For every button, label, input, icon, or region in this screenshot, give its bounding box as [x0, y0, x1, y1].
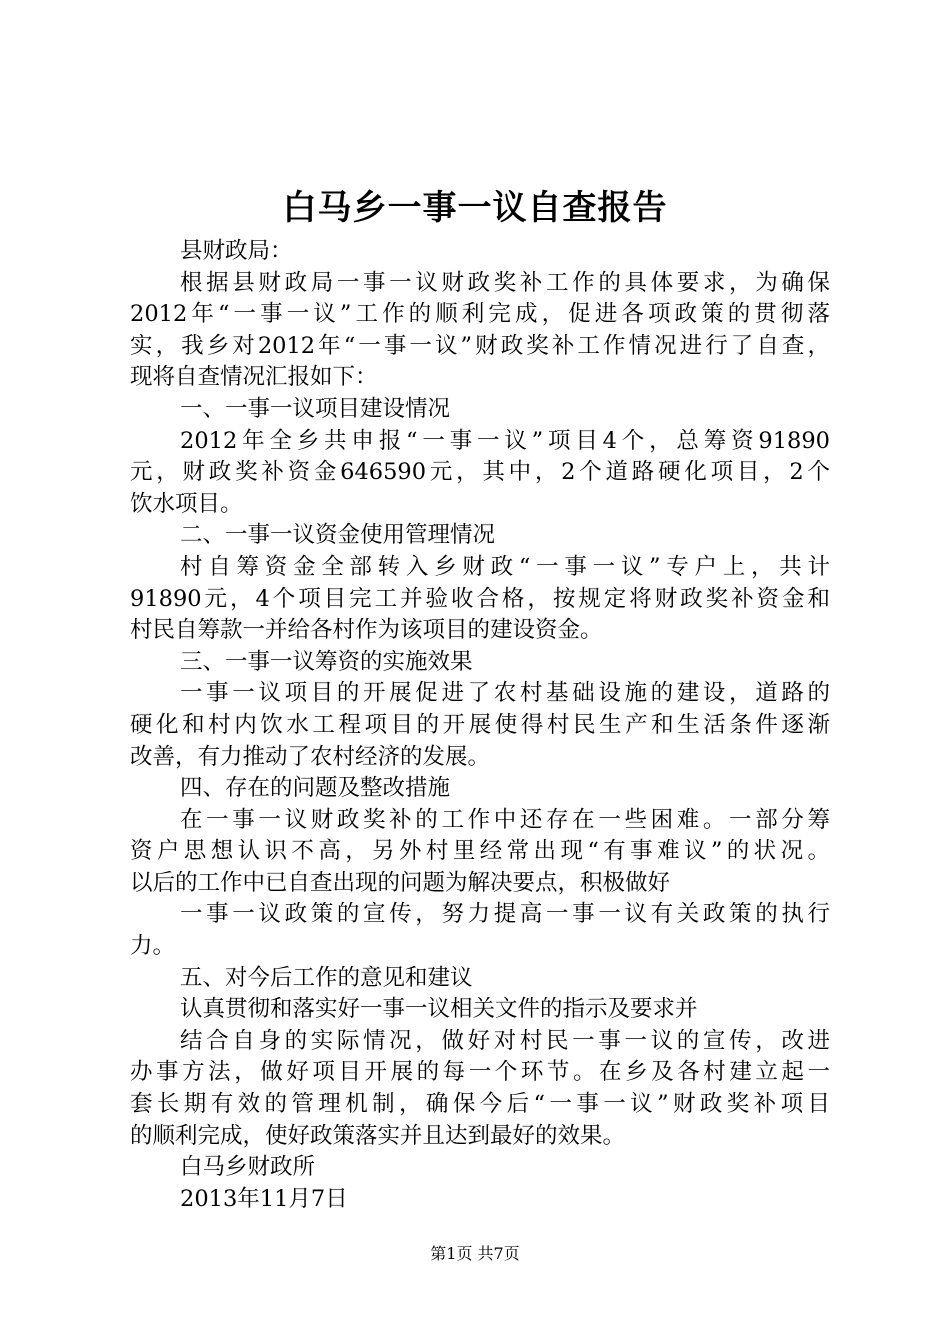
- section-heading: 二、一事一议资金使用管理情况: [180, 522, 496, 549]
- paragraph-line: 2012年“一事一议”工作的顺利完成，促进各项政策的贯彻落: [130, 301, 830, 328]
- salutation: 县财政局：: [180, 238, 293, 264]
- paragraph-line: 办事方法，做好项目开展的每一个环节。在乡及各村建立起一: [130, 1059, 830, 1086]
- page-number-footer: 第1页 共7页: [430, 1244, 520, 1263]
- paragraph-line: 在一事一议财政奖补的工作中还存在一些困难。一部分筹: [180, 806, 830, 833]
- paragraph-line: 硬化和村内饮水工程项目的开展使得村民生产和生活条件逐渐: [130, 711, 830, 738]
- paragraph-line: 以后的工作中已自查出现的问题为解决要点，积极做好: [130, 869, 671, 896]
- paragraph-line: 力。: [130, 933, 176, 960]
- paragraph-line: 现将自查情况汇报如下：: [130, 364, 378, 391]
- paragraph-line: 一事一议政策的宣传，努力提高一事一议有关政策的执行: [180, 901, 830, 928]
- section-heading: 三、一事一议筹资的实施效果: [180, 648, 473, 675]
- document-title: 白马乡一事一议自查报告: [282, 188, 668, 228]
- paragraph-line: 套长期有效的管理机制，确保今后“一事一议”财政奖补项目: [130, 1091, 830, 1118]
- signature-org: 白马乡财政所: [180, 1154, 316, 1181]
- paragraph-line: 实，我乡对2012年“一事一议”财政奖补工作情况进行了自查，: [130, 332, 830, 359]
- paragraph-line: 根据县财政局一事一议财政奖补工作的具体要求，为确保: [180, 269, 830, 296]
- section-heading: 五、对今后工作的意见和建议: [180, 964, 473, 991]
- paragraph-line: 资户思想认识不高，另外村里经常出现“有事难议”的状况。: [130, 838, 830, 865]
- paragraph-line: 元，财政奖补资金646590元，其中，2个道路硬化项目，2个: [130, 459, 830, 486]
- paragraph-line: 的顺利完成，使好政策落实并且达到最好的效果。: [130, 1122, 626, 1149]
- paragraph-line: 认真贯彻和落实好一事一议相关文件的指示及要求并: [180, 996, 698, 1023]
- paragraph-line: 村民自筹款一并给各村作为该项目的建设资金。: [130, 617, 603, 644]
- paragraph-line: 91890元，4个项目完工并验收合格，按规定将财政奖补资金和: [130, 585, 830, 612]
- section-heading: 一、一事一议项目建设情况: [180, 395, 451, 422]
- paragraph-line: 2012年全乡共申报“一事一议”项目4个，总筹资91890: [180, 427, 830, 454]
- paragraph-line: 饮水项目。: [130, 490, 243, 517]
- document-body: [130, 236, 830, 1215]
- signature-date: 2013年11月7日: [180, 1185, 348, 1212]
- paragraph-line: 结合自身的实际情况，做好对村民一事一议的宣传，改进: [180, 1027, 830, 1054]
- paragraph-line: 村自筹资金全部转入乡财政“一事一议”专户上，共计: [180, 553, 830, 580]
- paragraph-line: 改善，有力推动了农村经济的发展。: [130, 743, 491, 770]
- paragraph-line: 一事一议项目的开展促进了农村基础设施的建设，道路的: [180, 680, 830, 707]
- section-heading: 四、存在的问题及整改措施: [180, 775, 451, 802]
